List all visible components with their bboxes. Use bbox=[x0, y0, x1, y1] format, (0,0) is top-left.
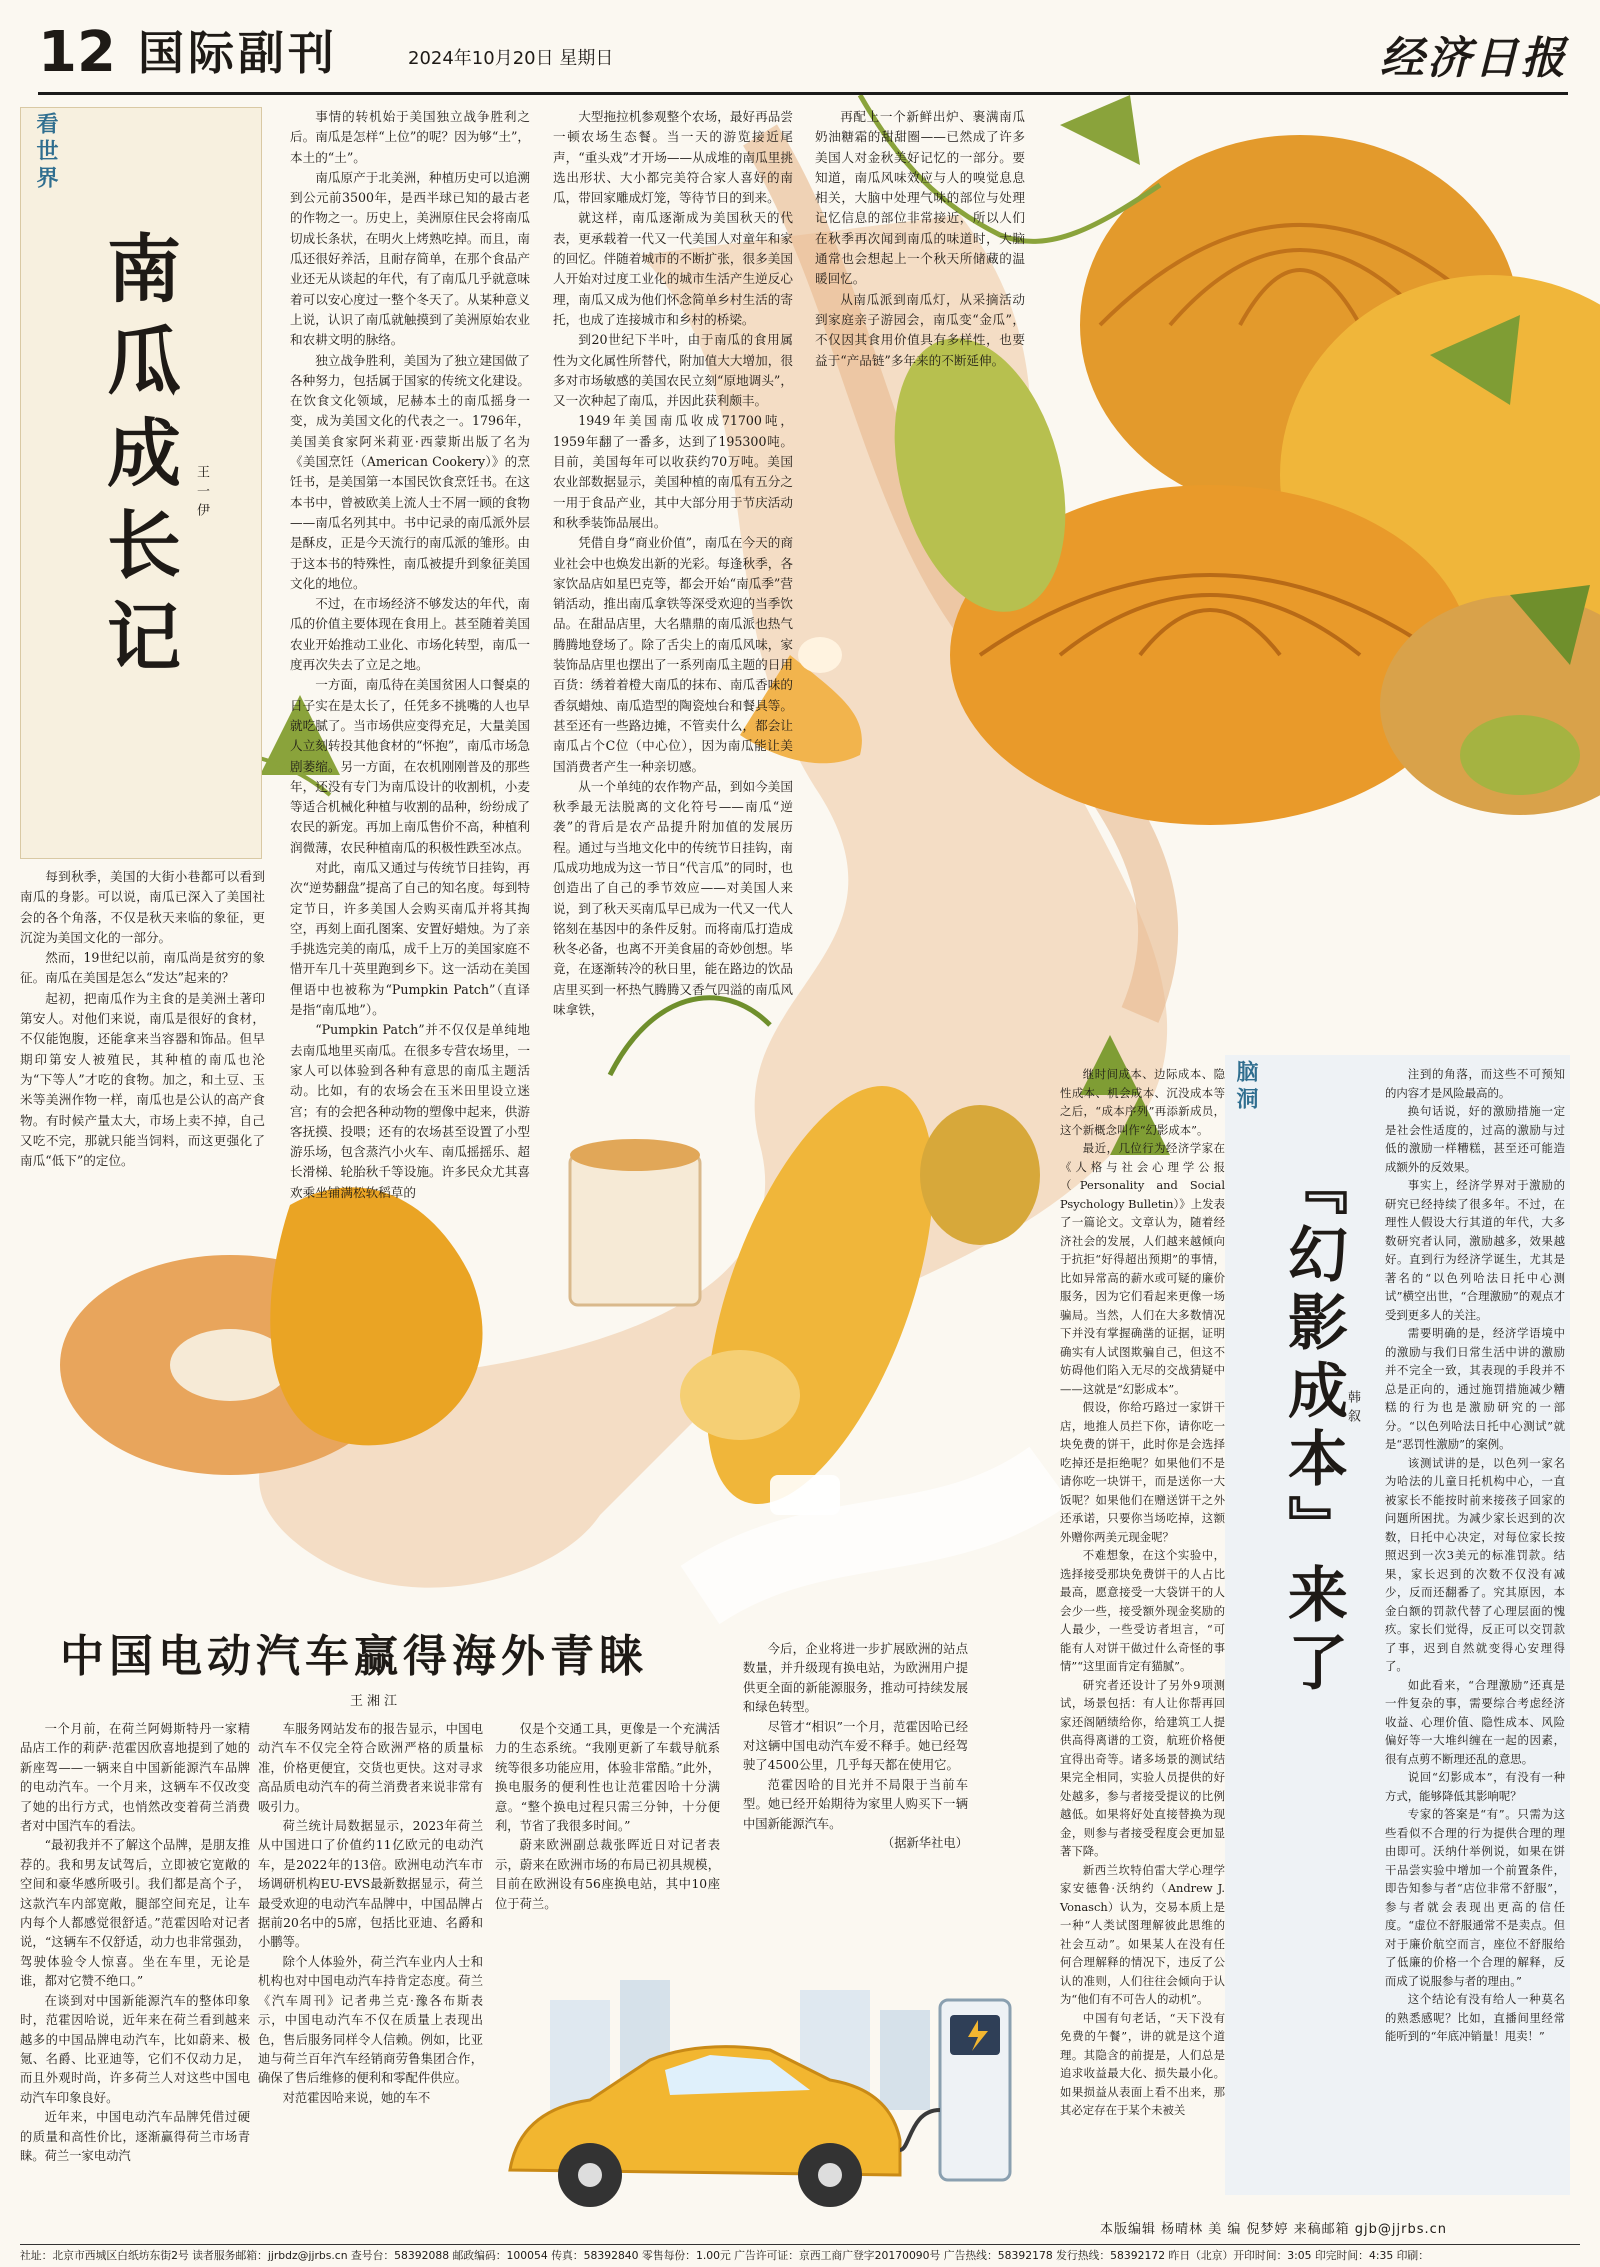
paragraph: 注到的角落，而这些不可预知的内容才是风险最高的。 bbox=[1385, 1067, 1565, 1100]
paragraph: 如此看来，“合理激励”还真是一件复杂的事，需要综合考虑经济收益、心理价值、隐性成本、风险偏好等一大堆纠缠在一起的因素，很有点剪不断理还乱的意思。 bbox=[1385, 1677, 1565, 1766]
paragraph: 车服务网站发布的报告显示，中国电动汽车不仅完全符合欧洲严格的质量标准，价格更便宜，交货也更快。这对寻求高品质电动汽车的荷兰消费者来说非常有吸引力。 bbox=[258, 1722, 483, 1814]
paragraph: 不过，在市场经济不够发达的年代，南瓜的价值主要体现在食用上。甚至随着美国农业开始推动工业化、市场化转型，南瓜一度再次失去了立足之地。 bbox=[290, 596, 530, 673]
phantom-author: 韩叙 bbox=[1345, 1390, 1360, 1428]
paragraph: 近年来，中国电动汽车品牌凭借过硬的质量和高性价比，逐渐赢得荷兰市场青睐。荷兰一家电动汽 bbox=[20, 2110, 250, 2163]
paragraph: 新西兰坎特伯雷大学心理学家安德鲁·沃纳约（Andrew J. Vonasch）认为，交易本质上是一种“人类试图理解彼此思维的社会互动”。如果某人在没有任何合理解释的情况下，违反了公认的准则，人们往往会倾向于认为“他们有不可告人的动机”。 bbox=[1060, 1862, 1225, 2006]
paragraph: 专家的答案是“有”。只需为这些看似不合理的行为提供合理的理由即可。沃纳什举例说，如果在饼干品尝实验中增加一个前置条件，即告知参与者“店位非常不舒服”，参与者就会表现出更高的信任度。“虚位不舒服通常不是卖点。但对于廉价航空而言，座位不舒服给了低廉的价格一个合理的解释，反而成了说服参与者的理由。” bbox=[1385, 1807, 1565, 1988]
paragraph: 一个月前，在荷兰阿姆斯特丹一家精品店工作的莉萨·范霍因欣喜地提到了她的新座驾——一辆来自中国新能源汽车品牌的电动汽车。一个月来，这辆车不仅改变了她的出行方式，也悄然改变着荷兰消费者对中国汽车的看法。 bbox=[20, 1722, 250, 1834]
editor-credits: 本版编辑 杨晴林 美 编 倪梦婷 来稿邮箱 gjb@jjrbs.cn bbox=[1100, 2222, 1448, 2237]
paragraph: 从一个单纯的农作物产品，到如今美国秋季最无法脱离的文化符号——南瓜“逆袭”的背后是农产品提升附加值的发展历程。通过与当地文化中的传统节日挂钩，南瓜成功地成为这一节日“代言瓜”的同时，也创造出了自己的季节效应——对美国人来说，到了秋天买南瓜早已成为一代又一代人铭刻在基因中的条件反射。而将南瓜打造成秋冬必备，也离不开美食届的奇妙创想。毕竟，在逐渐转冷的秋日里，能在路边的饮品店里买到一杯热气腾腾又香气四溢的南瓜风味拿铁， bbox=[553, 778, 793, 1018]
paragraph: 再配上一个新鲜出炉、裹满南瓜奶油糖霜的甜甜圈——已然成了许多美国人对金秋美好记忆的一部分。要知道，南瓜风味效应与人的嗅觉息息相关，大脑中处理气味的部位与处理记忆信息的部位非常接近，所以人们在秋季再次闻到南瓜的味道时，大脑通常也会想起上一个秋天所储藏的温暖回忆。 bbox=[815, 109, 1025, 287]
paragraph: 需要明确的是，经济学语境中的激励与我们日常生活中讲的激励并不完全一致，其表现的手段并不总是正向的，通过施罚措施减少糟糕的行为也是激励研究的一部分。“以色列哈法日托中心测试”就是“恶罚性激励”的案例。 bbox=[1385, 1326, 1565, 1451]
ev-col-4 bbox=[743, 1640, 968, 1910]
ev-col-2 bbox=[258, 1720, 483, 2230]
paragraph: 到20世纪下半叶，由于南瓜的食用属性为文化属性所替代，附加值大大增加，很多对市场敏感的美国农民立刻“原地调头”，又一次种起了南瓜，并因此获利颇丰。 bbox=[553, 332, 793, 409]
paragraph: 说回“幻影成本”，有没有一种方式，能够降低其影响呢？ bbox=[1385, 1770, 1565, 1803]
paragraph: “最初我并不了解这个品牌，是朋友推荐的。我和男友试驾后，立即被它宽敞的空间和豪华感所吸引。我们都是高个子，这款汽车内部宽敞，腿部空间充足，让车内每个人都感觉很舒适。”范霍因哈对记者说，“这辆车不仅舒适，动力也非常强劲，驾驶体验令人惊喜。坐在车里，无论是谁，都对它赞不绝口。” bbox=[20, 1838, 250, 1989]
ev-col-3 bbox=[495, 1720, 720, 1960]
paragraph: 事情的转机始于美国独立战争胜利之后。南瓜是怎样“上位”的呢？因为够“土”，本土的“土”。 bbox=[290, 109, 530, 165]
paragraph: 该测试讲的是，以色列一家名为哈法的儿童日托机构中心，一直被家长不能按时前来接孩子回家的问题所困扰。为减少家长迟到的次数，日托中心决定，对每位家长按照迟到一次3美元的标准罚款。结果，家长迟到的次数不仅没有减少，反而还翻番了。究其原因，本金白额的罚款代替了心理层面的愧疚。家长们觉得，反正可以交罚款了事，迟到自然就变得心安理得了。 bbox=[1385, 1455, 1565, 1673]
section-title: 国际副刊 bbox=[138, 26, 338, 80]
paragraph: 最近，几位行为经济学家在《人格与社会心理学公报（Personality and Social Psychology Bulletin）》上发表了一篇论文。文章认为，随着经济社会的发展，人们越来越倾向于抗拒“好得超出预期”的事情，比如异常高的薪水或可疑的廉价服务，因为它们看起来更像一场骗局。当然，人们在大多数情况下并没有掌握确凿的证据，证明确实有人试图欺骗自己，但这不妨碍他们陷入无尽的交战猜疑中——这就是“幻影成本”。 bbox=[1060, 1141, 1225, 1396]
pumpkin-author: 王一伊 bbox=[194, 465, 209, 522]
source-note: （据新华社电） bbox=[881, 1836, 968, 1851]
paragraph: 大型拖拉机参观整个农场，最好再品尝一顿农场生态餐。当一天的游览接近尾声，“重头戏”才开场——从成堆的南瓜里挑选出形状、大小都完美符合家人喜好的南瓜，带回家雕成灯笼，等待节日的到来。 bbox=[553, 109, 793, 206]
phantom-col-2 bbox=[1385, 1065, 1565, 2195]
paragraph: 范霍因哈的目光并不局限于当前车型。她已经开始期待为家里人购买下一辆中国新能源汽车。 bbox=[743, 1777, 968, 1831]
ev-col-1 bbox=[20, 1720, 250, 2230]
paragraph: 凭借自身“商业价值”，南瓜在今天的商业社会中也焕发出新的光彩。每逢秋季，各家饮品店如星巴克等，都会开始“南瓜季”营销活动，推出南瓜拿铁等深受欢迎的当季饮品。在甜品店里，大名鼎鼎的南瓜派也热气腾腾地登场了。除了舌尖上的南瓜风味，家装饰品店里也摆出了一系列南瓜主题的日用百货：绣着着橙大南瓜的抹布、南瓜香味的香氛蜡烛、南瓜造型的陶瓷烛台和餐具等。甚至还有一些路边摊，不管卖什么，都会让南瓜占个C位（中心位），因为南瓜能让美国消费者产生一种亲切感。 bbox=[553, 535, 793, 774]
column-tag-kanshijie: 看世界 bbox=[33, 112, 58, 193]
paragraph: “Pumpkin Patch”并不仅仅是单纯地去南瓜地里买南瓜。在很多专营农场里，一家人可以体验到各种有意思的南瓜主题活动。比如，有的农场会在玉米田里设立迷宫；有的会把各种动物的塑像中起来，供游客抚摸、投喂；还有的农场甚至设置了小型游乐场，包含蒸汽小火车、南瓜摇摇乐、超长滑梯、轮胎秋千等设施。许多民众尤其喜欢乘坐铺满松软稻草的 bbox=[290, 1022, 530, 1200]
pumpkin-col-3 bbox=[553, 107, 793, 1112]
paragraph: 今后，企业将进一步扩展欧洲的站点数量，并升级现有换电站，为欧洲用户提供更全面的新能源服务，推动可持续发展和绿色转型。 bbox=[743, 1642, 968, 1715]
paragraph: 尽管才“相识”一个月，范霍因哈已经对这辆中国电动汽车爱不释手。她已经驾驶了4500公里，几乎每天都在使用它。 bbox=[743, 1719, 968, 1773]
paragraph: 每到秋季，美国的大街小巷都可以看到南瓜的身影。可以说，南瓜已深入了美国社会的各个角落，不仅是秋天来临的象征，更沉淀为美国文化的一部分。 bbox=[20, 869, 265, 945]
newspaper-logo: 经济日报 bbox=[1380, 33, 1568, 84]
paragraph: 在谈到对中国新能源汽车的整体印象时，范霍因哈说，近年来在荷兰看到越来越多的中国品牌电动汽车，比如蔚来、极氪、名爵、比亚迪等，它们不仅动力足，而且外观时尚，许多荷兰人对这些中国电动汽车印象良好。 bbox=[20, 1993, 250, 2105]
paragraph: 南瓜原产于北美洲，种植历史可以追溯到公元前3500年，是西半球已知的最古老的作物之一。历史上，美洲原住民会将南瓜切成长条状，在明火上烤熟吃掉。而且，南瓜还很好养活，且耐存简单，在那个食品产业还无从谈起的年代，有了南瓜几乎就意味着可以安心度过一整个冬天了。从某种意义上说，认识了南瓜就触摸到了美洲原始农业和农耕文明的脉络。 bbox=[290, 169, 530, 348]
issue-date: 2024年10月20日 星期日 bbox=[408, 48, 614, 69]
paragraph: 一方面，南瓜待在美国贫困人口餐桌的日子实在是太长了，任凭多不挑嘴的人也早就吃腻了。当市场供应变得充足，大量美国人立刻转投其他食材的“怀抱”，南瓜市场急剧萎缩。另一方面，在农机刚刚普及的那些年，还没有专门为南瓜设计的收割机，小麦等适合机械化种植与收割的品种，纷纷成了农民的新宠。再加上南瓜售价不高，种植利润微薄，农民种植南瓜的积极性跌至冰点。 bbox=[290, 677, 530, 855]
paragraph: 换句话说，好的激励措施一定是社会性适度的，过高的激励与过低的激励一样糟糕，甚至还可能造成额外的反效果。 bbox=[1385, 1104, 1565, 1174]
paragraph: 不难想象，在这个实验中，选择接受那块免费饼干的人占比最高，愿意接受一大袋饼干的人会少一些，接受额外现金奖励的人最少，一些受访者坦言，“可能有人对饼干做过什么奇怪的事情”“这里面肯定有猫腻”。 bbox=[1060, 1548, 1225, 1673]
paragraph: 从南瓜派到南瓜灯，从采摘活动到家庭亲子游园会，南瓜变“金瓜”，不仅因其食用价值具有多样性，也要益于“产品链”多年来的不断延伸。 bbox=[815, 291, 1025, 368]
pumpkin-title: 南瓜成长记 bbox=[95, 230, 181, 690]
paragraph: 独立战争胜利，美国为了独立建国做了各种努力，包括属于国家的传统文化建设。在饮食文化领域，尼赫本土的南瓜摇身一变，成为美国文化的代表之一。1796年，美国美食家阿米莉亚·西蒙斯出版了名为《美国烹饪（American Cookery）》的烹饪书，是美国第一本国民饮食烹饪书。在这本书中，曾被欧美上流人士不屑一顾的食物——南瓜名列其中。书中记录的南瓜派外层是酥皮，正是今天流行的南瓜派的雏形。由于这本书的特殊性，南瓜被提升到象征美国文化的地位。 bbox=[290, 352, 530, 591]
column-tag-naodong: 脑洞 bbox=[1233, 1060, 1258, 1114]
paragraph: 除个人体验外，荷兰汽车业内人士和机构也对中国电动汽车持肯定态度。荷兰《汽车周刊》记者弗兰克·豫各布斯表示，中国电动汽车不仅在质量上表现出色，售后服务同样令人信赖。例如，比亚迪与荷兰百年汽车经销商劳鲁集团合作，确保了售后维修的便利和零配件供应。 bbox=[258, 1954, 483, 2086]
footer-info: 社址：北京市西城区白纸坊东街2号 读者服务邮箱：jjrbdz@jjrbs.cn 查号台：58392088 邮政编码：100054 传真：58392840 零售每份：1.00元 广告许可证：京西工商广登字20170090号 广告热线：58392178 发行热线：58392172 昨日（北京）开印时间：3:05 印完时间：4:35 印刷： bbox=[20, 2244, 1580, 2263]
electric-car-illustration bbox=[470, 1960, 1050, 2220]
paragraph: 荷兰统计局数据显示，2023年荷兰从中国进口了价值约11亿欧元的电动汽车，是2022年的13倍。欧洲电动汽车市场调研机构EU-EVS最新数据显示，荷兰最受欢迎的电动汽车品牌中，中国品牌占据前20名中的5席，包括比亚迪、名爵和小鹏等。 bbox=[258, 1819, 483, 1950]
paragraph: 研究者还设计了另外9项测试，场景包括：有人让你帮再回家还阁陋绩给你，给建筑工人提供高得离谱的工资，航班价格便宜得出奇等。诸多场景的测试结果完全相同，实验人员提供的好处越多，参与者接受提议的比例越低。如果将好处直接替换为现金，则参与者接受程度会更加显著下降。 bbox=[1060, 1677, 1225, 1858]
ev-title: 中国电动汽车赢得海外青睐 bbox=[60, 1631, 648, 1682]
paragraph: 假设，你给巧路过一家饼干店，地推人员拦下你，请你吃一块免费的饼干，此时你是会选择吃掉还是拒绝呢？如果他们不是请你吃一块饼干，而是送你一大饭呢？如果他们在赠送饼干之外还承诺，只要你当场吃掉，这额外赠你两美元现金呢？ bbox=[1060, 1400, 1225, 1544]
page-number: 12 bbox=[38, 20, 116, 85]
paragraph: 对此，南瓜又通过与传统节日挂钩，再次“逆势翻盘”提高了自己的知名度。每到特定节日，许多美国人会购买南瓜并将其掏空，再刻上面孔图案、安置好蜡烛。为了亲手挑选完美的南瓜，成千上万的美国家庭不惜开车几十英里跑到乡下。这一活动在美国俚语中也被称为“Pumpkin Patch”（直译是指“南瓜地”）。 bbox=[290, 859, 530, 1018]
paragraph: 事实上，经济学界对于激励的研究已经持续了很多年。不过，在理性人假设大行其道的年代，大多数研究者认同，激励越多，效果越好。直到行为经济学诞生，尤其是著名的“以色列哈法日托中心测试”横空出世，“合理激励”的观点才受到更多人的关注。 bbox=[1385, 1178, 1565, 1322]
phantom-col-1 bbox=[1060, 1065, 1225, 2195]
paragraph: 对范霍因哈来说，她的车不 bbox=[282, 2090, 431, 2105]
paragraph: 中国有句老话，“天下没有免费的午餐”，讲的就是这个道理。其隐含的前提是，人们总是追求收益最大化、损失最小化。如果损益从表面上看不出来，那其必定存在于某个未被关 bbox=[1060, 2010, 1225, 2117]
paragraph: 蔚来欧洲副总裁张晖近日对记者表示，蔚来在欧洲市场的布局已初具规模，目前在欧洲设有56座换电站，其中10座位于荷兰。 bbox=[495, 1838, 720, 1911]
paragraph: 就这样，南瓜逐渐成为美国秋天的代表，更承载着一代又一代美国人对童年和家的回忆。伴随着城市的不断扩张，很多美国人开始对过度工业化的城市生活产生逆反心理，南瓜又成为他们怀念简单乡村生活的寄托，也成了连接城市和乡村的桥梁。 bbox=[553, 210, 793, 327]
paragraph: 1949年美国南瓜收成71700吨，1959年翻了一番多，达到了195300吨。目前，美国每年可以收获约70万吨。美国农业部数据显示，美国种植的南瓜有五分之一用于食品产业，其中大部分用于节庆活动和秋季装饰品展出。 bbox=[553, 413, 793, 530]
masthead bbox=[38, 22, 1568, 95]
ev-author: 王湘江 bbox=[350, 1694, 402, 1709]
paragraph: 然而，19世纪以前，南瓜尚是贫穷的象征。南瓜在美国是怎么“发达”起来的？ bbox=[20, 950, 265, 986]
paragraph: 起初，把南瓜作为主食的是美洲土著印第安人。对他们来说，南瓜是很好的食材，不仅能饱腹，还能拿来当容器和饰品。但早期印第安人被殖民，其种植的南瓜也沦为“下等人”才吃的食物。加之，和土豆、玉米等美洲作物一样，南瓜也是公认的高产食物。有时候产量太大，市场上卖不掉，自己又吃不完，那就只能当饲料，而这更强化了南瓜“低下”的定位。 bbox=[20, 990, 265, 1169]
pumpkin-col-4 bbox=[815, 107, 1025, 452]
pumpkin-col-1 bbox=[20, 867, 265, 1257]
paragraph: 继时间成本、边际成本、隐性成本、机会成本、沉没成本等之后，“成本序列”再添新成员，这个新概念叫作“幻影成本”。 bbox=[1060, 1067, 1225, 1137]
phantom-title: 『幻影成本』来了 bbox=[1278, 1155, 1348, 1699]
paragraph: 这个结论有没有给人一种莫名的熟悉感呢？比如，直播间里经常能听到的“年底冲销量！甩卖！” bbox=[1385, 1992, 1565, 2043]
pumpkin-col-2 bbox=[290, 107, 530, 1237]
paragraph: 仅是个交通工具，更像是一个充满活力的生态系统。“我刚更新了车载导航系统等很多功能应用，体验非常酷。”此外，换电服务的便利性也让范霍因哈十分满意。“整个换电过程只需三分钟，十分便利，节省了我很多时间。” bbox=[495, 1722, 720, 1834]
